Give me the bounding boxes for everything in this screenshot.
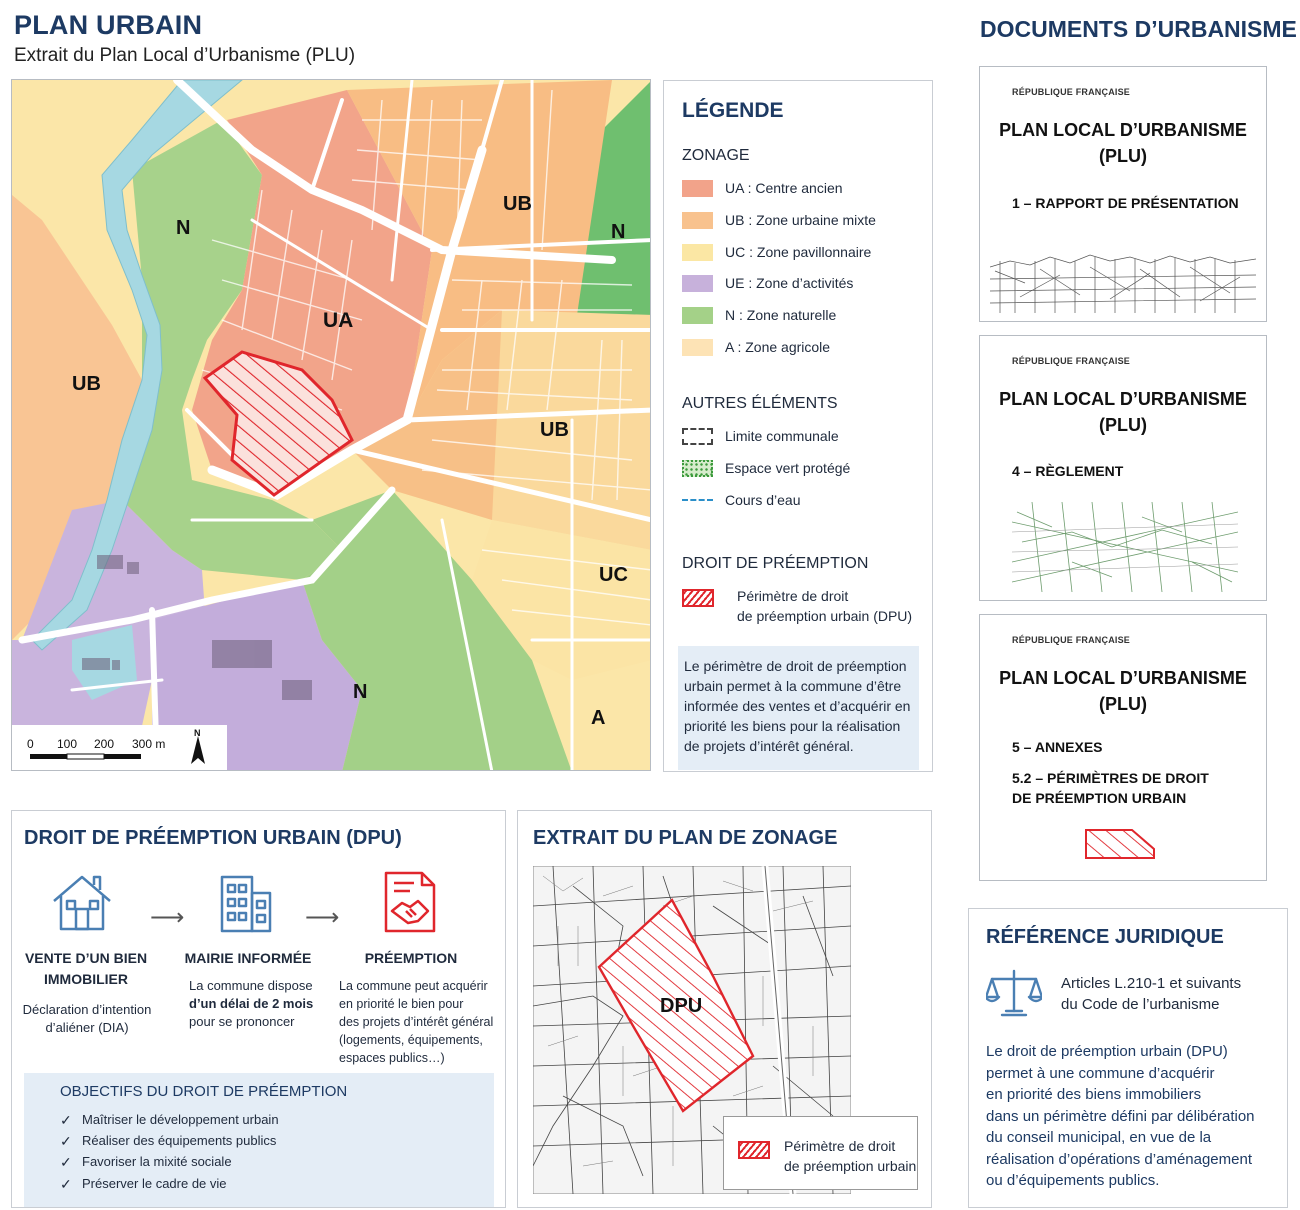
- step-mairie-title: MAIRIE INFORMÉE: [184, 950, 312, 966]
- doc-subtitle: 1 – RAPPORT DE PRÉSENTATION: [1012, 195, 1239, 211]
- legend-item-ue: [682, 273, 853, 293]
- scale-label-100: 100: [57, 737, 78, 751]
- step-mairie-desc: [189, 977, 329, 1031]
- scale-label-0: 0: [27, 737, 34, 751]
- zoning-map[interactable]: [11, 79, 651, 771]
- reference-articles-line2: du Code de l’urbanisme: [1061, 996, 1220, 1013]
- check-icon: ✓: [60, 1176, 72, 1192]
- doc-title: [980, 386, 1266, 438]
- town-hall-icon: [216, 871, 276, 935]
- city-sketch-illustration: [990, 247, 1256, 317]
- reference-panel: [968, 908, 1288, 1208]
- doc-subtitle-2-line2: DE PRÉEMPTION URBAIN: [1012, 790, 1187, 806]
- legend-label-limite: Limite communale: [725, 428, 839, 444]
- zoning-map-svg: [12, 80, 651, 771]
- page-title: PLAN URBAIN: [14, 10, 203, 40]
- scales-of-justice-icon: [986, 967, 1042, 1019]
- reference-articles-line1: Articles L.210-1 et suivants: [1061, 975, 1242, 992]
- extrait-title: EXTRAIT DU PLAN DE ZONAGE: [533, 827, 838, 849]
- step-preemption-desc-line5: espaces publics…): [339, 1051, 445, 1065]
- doc-subtitle: 4 – RÈGLEMENT: [1012, 463, 1124, 479]
- step-preemption-title: PRÉEMPTION: [364, 950, 458, 966]
- green-plan-sketch-illustration: [1012, 502, 1238, 592]
- extrait-legend-label: [784, 1136, 916, 1176]
- dpu-hatch-mini-icon: [1084, 827, 1158, 861]
- zone-label-n-northeast: N: [611, 221, 626, 243]
- step-preemption-desc-line3: des projets d’intérêt général: [339, 1015, 494, 1029]
- documents-title: DOCUMENTS D’URBANISME: [980, 16, 1297, 42]
- objectifs-box: [24, 1073, 494, 1207]
- objectif-item: Maîtriser le développement urbain: [82, 1112, 279, 1127]
- dpu-title: DROIT DE PRÉEMPTION URBAIN (DPU): [24, 827, 402, 849]
- legend-item-uc: [682, 242, 871, 262]
- zone-label-ub-east: UB: [540, 419, 569, 441]
- handshake-document-icon: [380, 869, 440, 935]
- swatch-a: [682, 339, 713, 356]
- zone-label-n-north: N: [176, 217, 191, 239]
- zone-label-a: A: [591, 707, 606, 729]
- scale-label-300: 300 m: [132, 737, 166, 751]
- reference-body-line: du conseil municipal, en vue de la: [986, 1129, 1212, 1146]
- scale-label-200: 200: [94, 737, 115, 751]
- legend-item-limite: [682, 426, 839, 446]
- zone-label-ub-north: UB: [503, 193, 532, 215]
- zone-label-ub-west: UB: [72, 373, 101, 395]
- objectif-item: Préserver le cadre de vie: [82, 1176, 227, 1191]
- step-vente-title-line1: VENTE D’UN BIEN: [24, 950, 148, 966]
- objectifs-title: OBJECTIFS DU DROIT DE PRÉEMPTION: [60, 1083, 348, 1100]
- legend-label-cours-eau: Cours d’eau: [725, 492, 801, 508]
- legend-droit-title: DROIT DE PRÉEMPTION: [682, 555, 869, 572]
- legend-label-ub: UB : Zone urbaine mixte: [725, 212, 876, 228]
- doc-card-annexes[interactable]: [979, 614, 1267, 881]
- doc-title-line1: PLAN LOCAL D’URBANISME: [999, 389, 1247, 409]
- swatch-n: [682, 307, 713, 324]
- doc-title-line2: (PLU): [1099, 415, 1147, 435]
- doc-rep: RÉPUBLIQUE FRANÇAISE: [1012, 635, 1131, 645]
- check-icon: ✓: [60, 1154, 72, 1170]
- doc-title: [980, 665, 1266, 717]
- step-preemption-desc-line4: (logements, équipements,: [339, 1033, 483, 1047]
- extrait-legend-line1: Périmètre de droit: [784, 1138, 896, 1154]
- doc-rep: RÉPUBLIQUE FRANÇAISE: [1012, 87, 1131, 97]
- swatch-ue: [682, 275, 713, 292]
- legend-item-ua: [682, 178, 843, 198]
- legend-droit-line1: Périmètre de droit: [737, 588, 849, 604]
- zone-label-uc: UC: [599, 564, 628, 586]
- step-preemption-desc-line2: en priorité le bien pour: [339, 997, 464, 1011]
- step-preemption-desc: [339, 977, 505, 1067]
- step-mairie-desc-line1: La commune dispose: [189, 978, 313, 993]
- reference-body-line: en priorité des biens immobiliers: [986, 1086, 1202, 1103]
- doc-title-line1: PLAN LOCAL D’URBANISME: [999, 668, 1247, 688]
- reference-body-line: réalisation d’opérations d’aménagement: [986, 1150, 1253, 1168]
- dashed-box-icon: [682, 428, 713, 445]
- step-mairie-desc-line2: d’un délai de 2 mois: [189, 996, 314, 1011]
- step-preemption-desc-line1: La commune peut acquérir: [339, 979, 488, 993]
- legend-title: LÉGENDE: [682, 99, 784, 122]
- legend-label-espace-vert: Espace vert protégé: [725, 460, 851, 476]
- legend-item-espace-vert: [682, 458, 850, 478]
- dpu-panel: [11, 810, 506, 1208]
- reference-title: RÉFÉRENCE JURIDIQUE: [986, 926, 1224, 948]
- extrait-panel: [517, 810, 932, 1208]
- doc-title-line2: (PLU): [1099, 146, 1147, 166]
- zone-label-ua: UA: [323, 309, 354, 332]
- doc-card-rapport[interactable]: [979, 66, 1267, 322]
- reference-body: [986, 1041, 1276, 1192]
- objectif-item: Réaliser des équipements publics: [82, 1133, 277, 1148]
- green-dotted-box-icon: [682, 460, 713, 477]
- objectif-item: Favoriser la mixité sociale: [82, 1154, 232, 1169]
- legend-label-ua: UA : Centre ancien: [725, 180, 843, 196]
- doc-title-line1: PLAN LOCAL D’URBANISME: [999, 120, 1247, 140]
- legend-note: Le périmètre de droit de préemption urbain permet à la commune d’être informée des ventes et d’acquérir en priorité les biens pour la réalisation de projets d’intérêt général.: [678, 646, 919, 770]
- reference-articles: [1061, 973, 1241, 1015]
- swatch-uc: [682, 244, 713, 261]
- legend-label-ue: UE : Zone d’activités: [725, 275, 854, 291]
- north-label: N: [194, 728, 201, 738]
- extrait-legend-box: [723, 1116, 918, 1190]
- step-vente-title: [20, 948, 152, 990]
- legend-item-cours-eau: [682, 490, 801, 510]
- legend-item-ub: [682, 210, 876, 230]
- legend-label-a: A : Zone agricole: [725, 339, 831, 355]
- step-vente-desc-line1: Déclaration d’intention: [22, 1002, 152, 1017]
- legend-droit-line2: de préemption urbain (DPU): [737, 608, 913, 624]
- step-mairie-desc-line3: pour se prononcer: [189, 1014, 295, 1029]
- check-icon: ✓: [60, 1112, 72, 1128]
- legend-label-n: N : Zone naturelle: [725, 307, 837, 323]
- doc-subtitle-2: [1012, 768, 1209, 808]
- swatch-ub: [682, 212, 713, 229]
- zone-label-n-south: N: [353, 681, 368, 703]
- legend-panel: [663, 80, 933, 772]
- doc-title: [980, 117, 1266, 169]
- house-icon: [50, 871, 114, 935]
- step-vente-desc: [22, 1001, 152, 1037]
- extrait-legend-line2: de préemption urbain: [784, 1158, 917, 1174]
- arrow-icon: ⟶: [305, 904, 340, 931]
- doc-title-line2: (PLU): [1099, 694, 1147, 714]
- arrow-icon: ⟶: [150, 904, 185, 931]
- legend-item-a: [682, 337, 830, 357]
- legend-label-uc: UC : Zone pavillonnaire: [725, 244, 872, 260]
- doc-card-reglement[interactable]: [979, 335, 1267, 601]
- step-vente-title-line2: IMMOBILIER: [44, 971, 128, 987]
- page-subtitle: Extrait du Plan Local d’Urbanisme (PLU): [14, 45, 356, 66]
- doc-rep: RÉPUBLIQUE FRANÇAISE: [1012, 356, 1131, 366]
- doc-subtitle: 5 – ANNEXES: [1012, 739, 1103, 755]
- doc-subtitle-2-line1: 5.2 – PÉRIMÈTRES DE DROIT: [1012, 770, 1209, 786]
- legend-autres-title: AUTRES ÉLÉMENTS: [682, 395, 838, 412]
- check-icon: ✓: [60, 1133, 72, 1149]
- reference-body-line: dans un périmètre défini par délibération: [986, 1107, 1255, 1125]
- dpu-hatch-swatch-icon: [738, 1141, 770, 1159]
- blue-dashed-line-icon: [682, 499, 713, 501]
- legend-droit-item: [737, 586, 912, 626]
- reference-body-line: ou d’équipements publics.: [986, 1172, 1160, 1189]
- legend-zonage-title: ZONAGE: [682, 147, 750, 164]
- dpu-hatch-swatch-icon: [682, 589, 714, 607]
- swatch-ua: [682, 180, 713, 197]
- reference-body-line: permet à une commune d’acquérir: [986, 1064, 1215, 1082]
- step-vente-desc-line2: d’aliéner (DIA): [45, 1020, 129, 1035]
- extrait-dpu-label: DPU: [660, 995, 703, 1017]
- reference-body-line: Le droit de préemption urbain (DPU): [986, 1043, 1228, 1060]
- legend-item-n: [682, 305, 836, 325]
